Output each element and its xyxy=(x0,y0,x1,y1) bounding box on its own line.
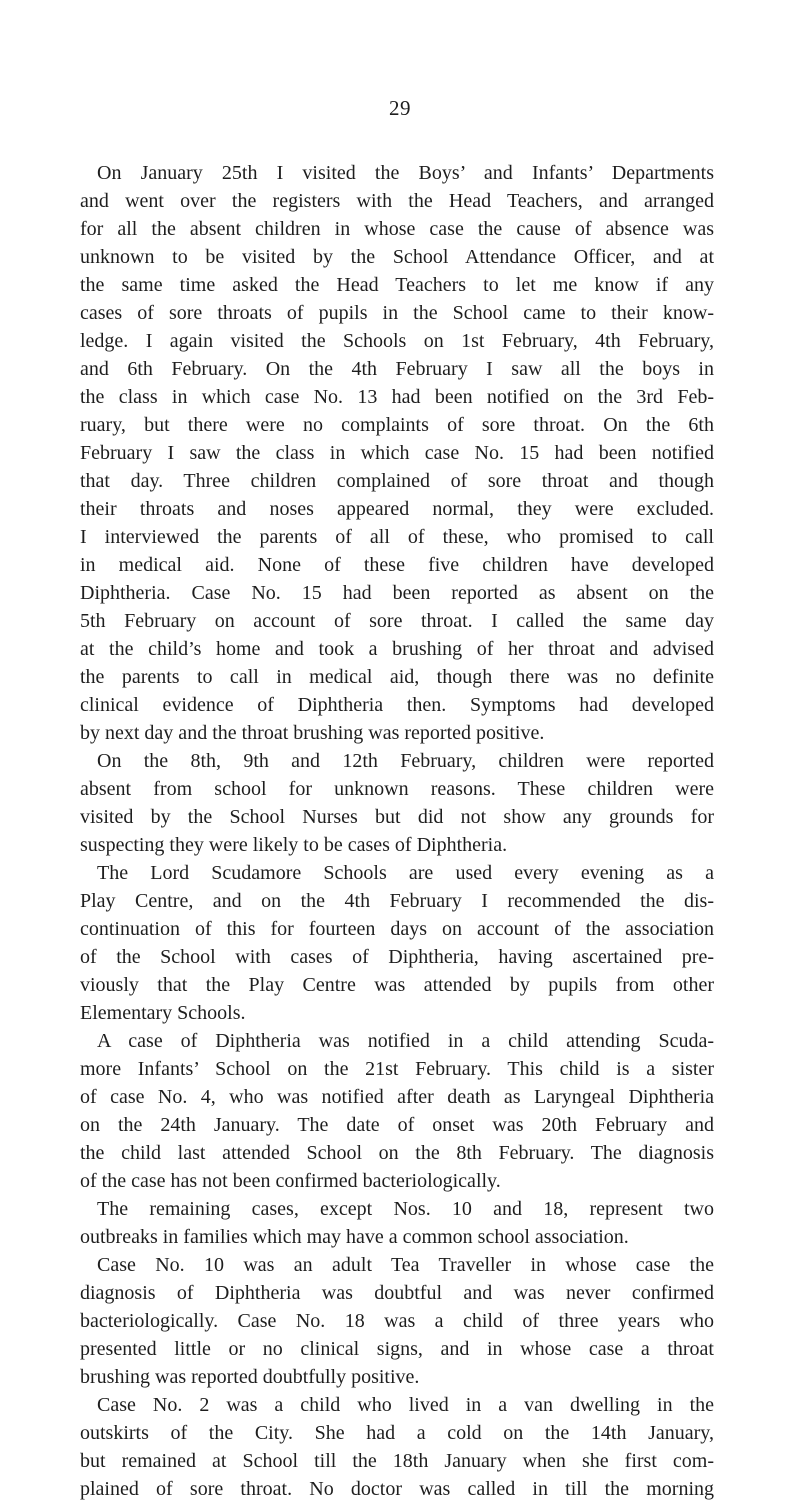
text-line: visited by the School Nurses but did not show any grounds for xyxy=(80,806,714,828)
text-line: absent from school for unknown reasons. These children were xyxy=(80,778,714,800)
text-line: The remaining cases, except Nos. 10 and 18, represent two xyxy=(97,1198,714,1220)
text-line: for all the absent children in whose case the cause of absence was xyxy=(80,218,714,240)
text-line: Case No. 2 was a child who lived in a van dwelling in the xyxy=(97,1394,714,1416)
text-line: Play Centre, and on the 4th February I recommended the dis- xyxy=(80,890,714,912)
text-line: of case No. 4, who was notified after death as Laryngeal Diphtheria xyxy=(80,1086,714,1108)
text-line: but remained at School till the 18th January when she first com- xyxy=(80,1450,714,1472)
text-line: their throats and noses appeared normal, they were excluded. xyxy=(80,498,714,520)
text-line: on the 24th January. The date of onset was 20th February and xyxy=(80,1114,714,1136)
page-number: 29 xyxy=(389,96,411,120)
text-line: 5th February on account of sore throat. I called the same day xyxy=(80,610,714,632)
text-line: The Lord Scudamore Schools are used every evening as a xyxy=(97,862,714,884)
text-line: outskirts of the City. She had a cold on the 14th January, xyxy=(80,1422,714,1444)
text-line: the child last attended School on the 8th February. The diagnosis xyxy=(80,1142,714,1164)
text-line: suspecting they were likely to be cases of Diphtheria. xyxy=(80,834,508,856)
text-line: On January 25th I visited the Boys’ and Infants’ Departments xyxy=(97,162,714,184)
text-line: unknown to be visited by the School Attendance Officer, and at xyxy=(80,246,714,268)
text-line: at the child’s home and took a brushing of her throat and advised xyxy=(80,638,714,660)
body-text xyxy=(80,159,714,1503)
text-line: clinical evidence of Diphtheria then. Symptoms had developed xyxy=(80,694,714,716)
text-line: Elementary Schools. xyxy=(80,1002,246,1024)
text-line: diagnosis of Diphtheria was doubtful and was never confirmed xyxy=(80,1282,714,1304)
text-line: and went over the registers with the Head Teachers, and arranged xyxy=(80,190,714,212)
text-line: continuation of this for fourteen days on account of the association xyxy=(80,918,714,940)
text-line: of the case has not been confirmed bacteriologically. xyxy=(80,1170,501,1192)
text-line: presented little or no clinical signs, and in whose case a throat xyxy=(80,1338,714,1360)
text-line: A case of Diphtheria was notified in a child attending Scuda- xyxy=(97,1030,714,1052)
text-line: plained of sore throat. No doctor was called in till the morning xyxy=(80,1478,714,1500)
text-line: bacteriologically. Case No. 18 was a child of three years who xyxy=(80,1310,714,1332)
text-line: outbreaks in families which may have a common school association. xyxy=(80,1226,629,1248)
text-line: brushing was reported doubtfully positive. xyxy=(80,1366,420,1388)
text-line: in medical aid. None of these five children have developed xyxy=(80,554,714,576)
text-line: On the 8th, 9th and 12th February, children were reported xyxy=(97,750,714,772)
text-line: more Infants’ School on the 21st February. This child is a sister xyxy=(80,1058,714,1080)
text-line: the same time asked the Head Teachers to let me know if any xyxy=(80,274,714,296)
text-line: Case No. 10 was an adult Tea Traveller in whose case the xyxy=(97,1254,714,1276)
text-line: ledge. I again visited the Schools on 1st February, 4th February, xyxy=(80,330,714,352)
text-line: ruary, but there were no complaints of sore throat. On the 6th xyxy=(80,414,714,436)
text-line: the parents to call in medical aid, though there was no definite xyxy=(80,666,714,688)
text-line: by next day and the throat brushing was reported positive. xyxy=(80,722,545,744)
text-line: I interviewed the parents of all of these, who promised to call xyxy=(80,526,714,548)
text-line: February I saw the class in which case No. 15 had been notified xyxy=(80,442,714,464)
text-line: Diphtheria. Case No. 15 had been reported as absent on the xyxy=(80,582,714,604)
text-line: of the School with cases of Diphtheria, having ascertained pre- xyxy=(80,946,714,968)
text-line: the class in which case No. 13 had been notified on the 3rd Feb- xyxy=(80,386,714,408)
text-line: and 6th February. On the 4th February I saw all the boys in xyxy=(80,358,714,380)
text-line: that day. Three children complained of sore throat and though xyxy=(80,470,714,492)
text-line: viously that the Play Centre was attended by pupils from other xyxy=(80,974,714,996)
text-line: cases of sore throats of pupils in the School came to their know- xyxy=(80,302,714,324)
